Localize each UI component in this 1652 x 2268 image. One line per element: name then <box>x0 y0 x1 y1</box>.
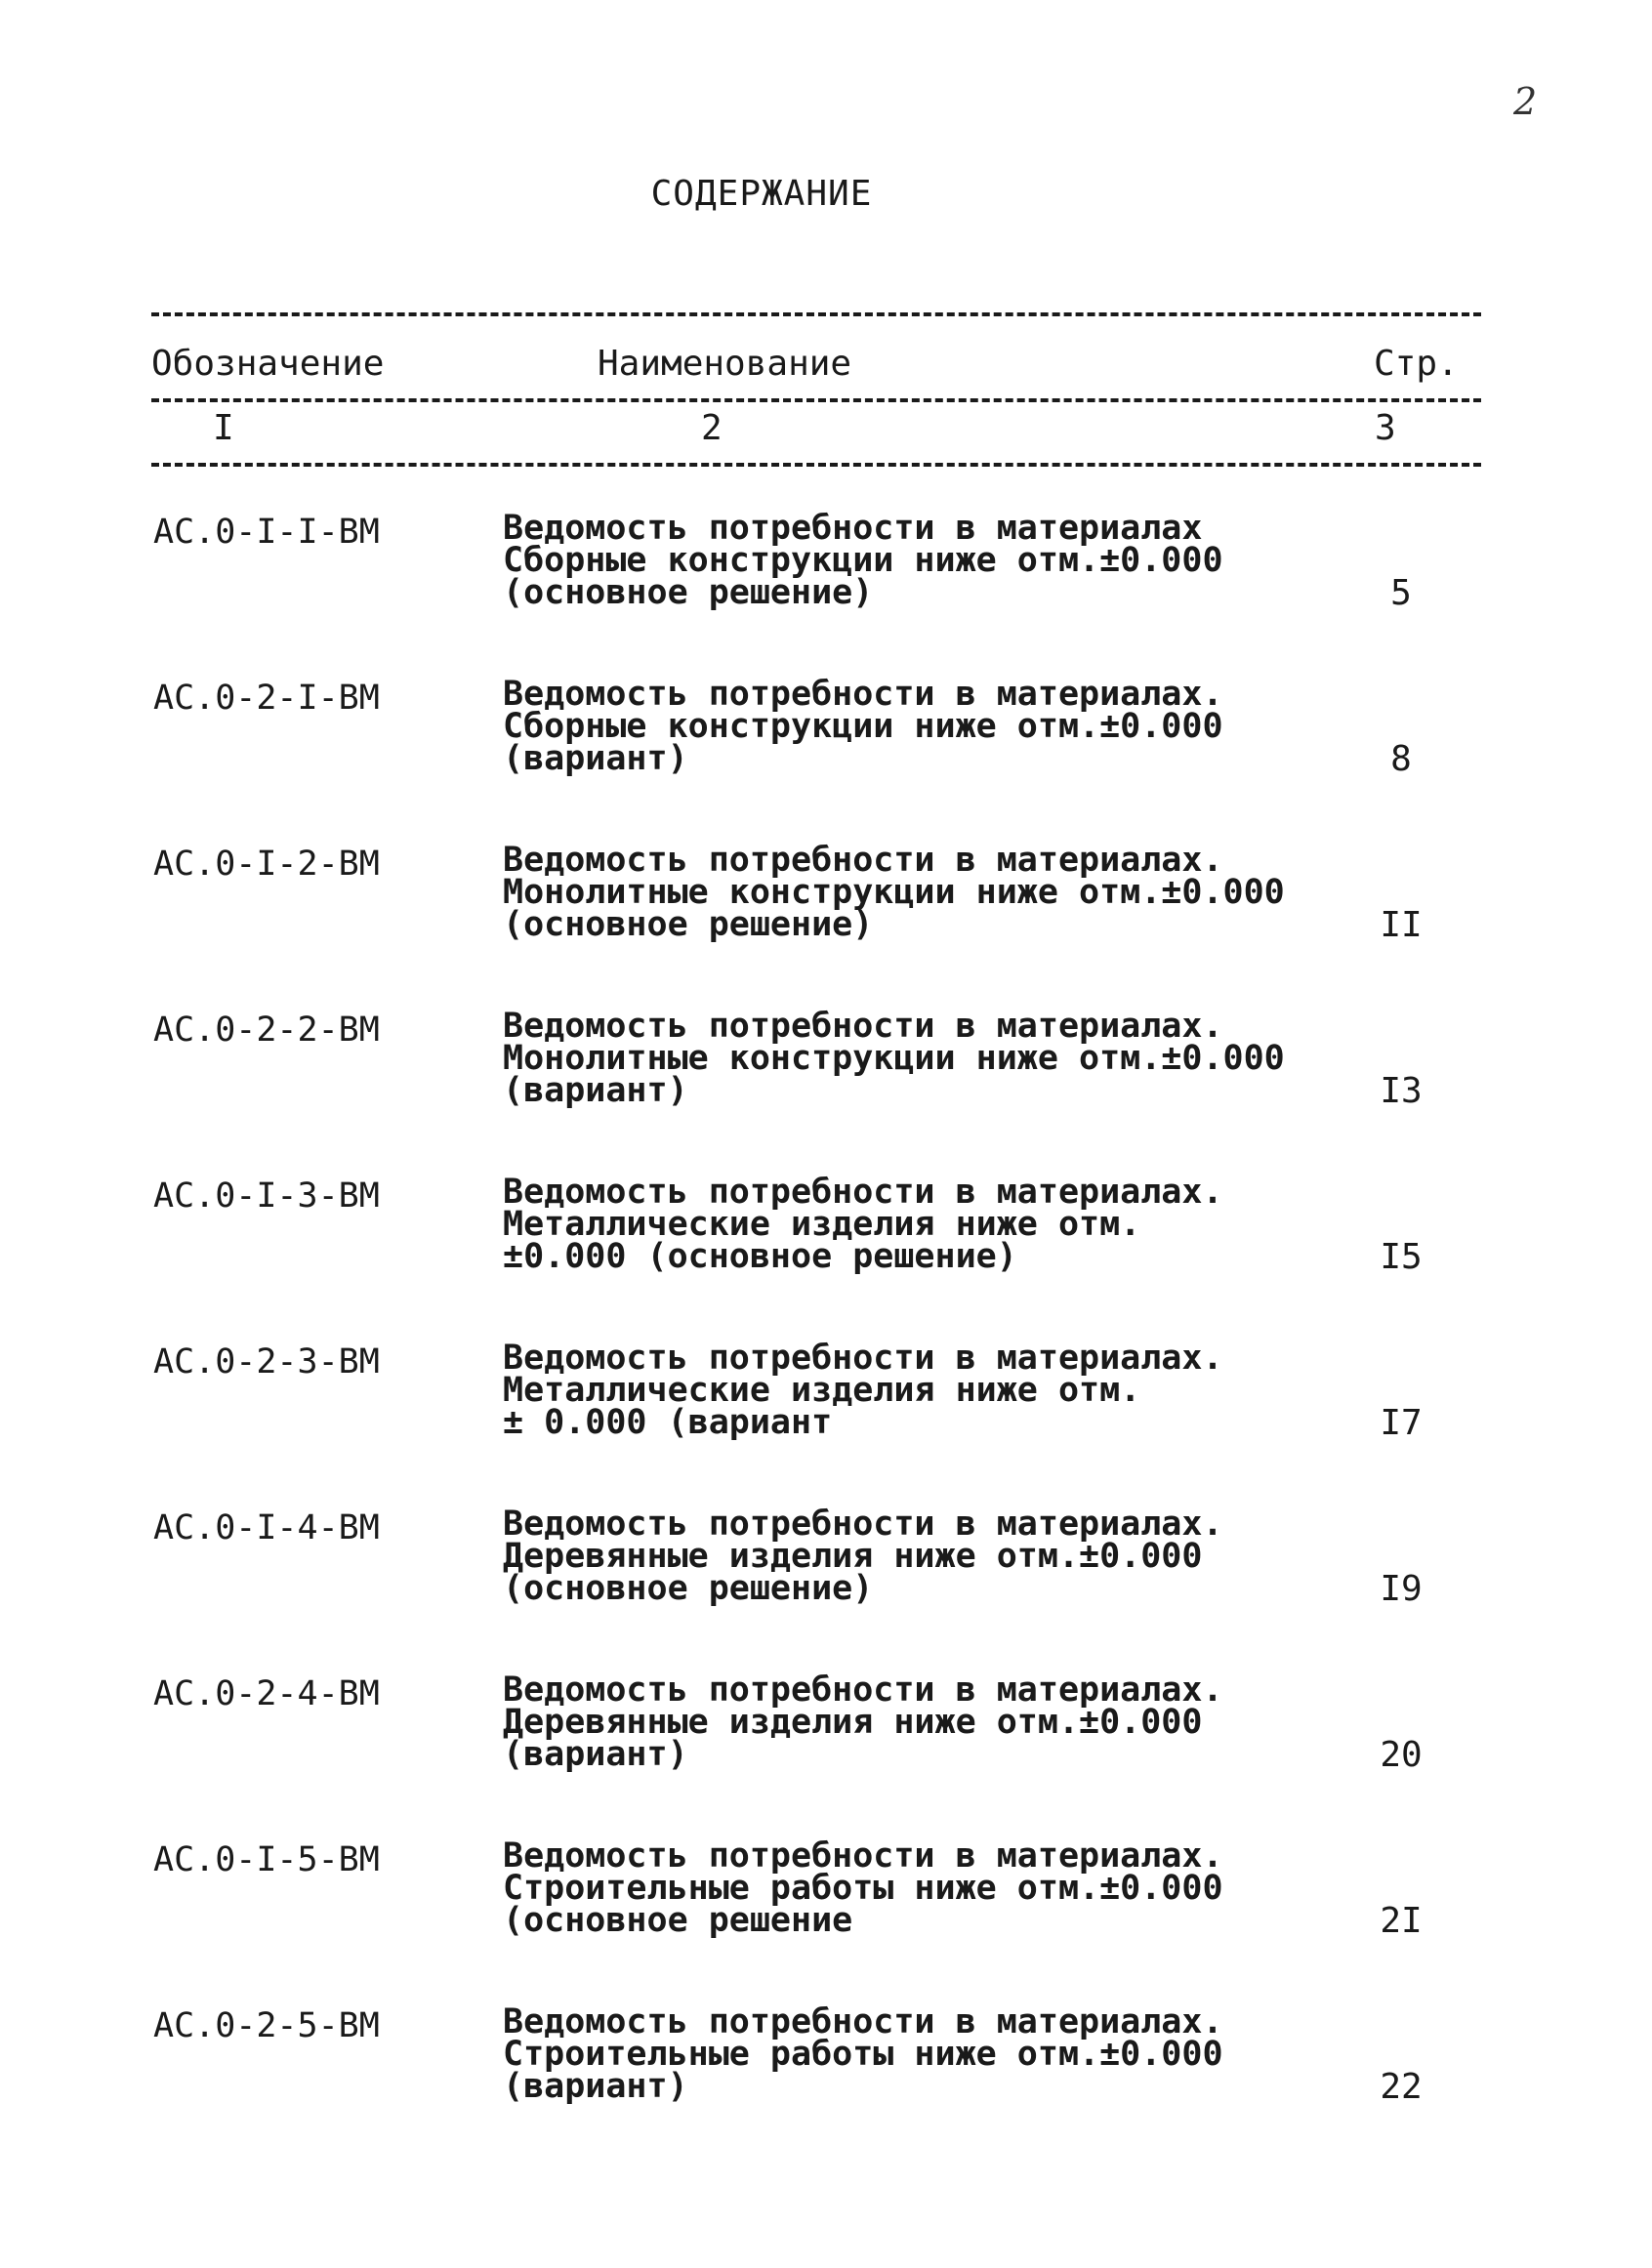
column-number-3: 3 <box>1375 408 1396 448</box>
table-row <box>0 1836 1652 1987</box>
row-designation: АС.0-I-4-ВМ <box>153 1508 380 1547</box>
table-row <box>0 1505 1652 1655</box>
row-page: I9 <box>1380 1569 1423 1609</box>
row-name-line: ±0.000 (основное решение) <box>503 1237 1017 1276</box>
row-name-line: (основное решение) <box>503 573 874 612</box>
row-page: 20 <box>1380 1735 1423 1775</box>
table-row <box>0 1670 1652 1821</box>
row-name-line: (основное решение <box>503 1901 853 1940</box>
row-designation: АС.0-I-I-ВМ <box>153 513 380 552</box>
page-title: СОДЕРЖАНИЕ <box>650 174 873 214</box>
table-top-rule <box>151 312 1481 316</box>
row-name-line: Металлические изделия ниже отм. <box>503 1371 1141 1410</box>
table-row <box>0 1007 1652 1157</box>
row-page: I7 <box>1380 1403 1423 1443</box>
row-name <box>503 1007 1285 1110</box>
table-row <box>0 509 1652 659</box>
row-designation: АС.0-2-3-ВМ <box>153 1342 380 1381</box>
row-designation: АС.0-2-2-ВМ <box>153 1010 380 1050</box>
row-name-line: ± 0.000 (вариант <box>503 1403 833 1442</box>
row-page: I3 <box>1380 1071 1423 1111</box>
row-name-line: Строительные работы ниже отм.±0.000 <box>503 2035 1223 2074</box>
row-page: 2I <box>1380 1901 1423 1941</box>
row-name <box>503 509 1223 612</box>
table-row <box>0 2002 1652 2153</box>
row-name-line: Сборные конструкции ниже отм.±0.000 <box>503 707 1223 746</box>
column-numbers-rule <box>151 463 1481 467</box>
row-name <box>503 1339 1223 1442</box>
row-name-line: Ведомость потребности в материалах. <box>503 1836 1223 1876</box>
row-name-line: Деревянные изделия ниже отм.±0.000 <box>503 1703 1203 1742</box>
row-name-line: Ведомость потребности в материалах. <box>503 841 1223 880</box>
row-designation: АС.0-I-3-ВМ <box>153 1176 380 1216</box>
row-name-line: Ведомость потребности в материалах. <box>503 1007 1223 1046</box>
row-page: 5 <box>1390 573 1412 613</box>
row-name-line: (вариант) <box>503 1735 688 1774</box>
row-name-line: Монолитные конструкции ниже отм.±0.000 <box>503 1039 1285 1078</box>
row-page: 22 <box>1380 2067 1423 2107</box>
row-name <box>503 1505 1223 1608</box>
row-name-line: Металлические изделия ниже отм. <box>503 1205 1141 1244</box>
row-name-line: Строительные работы ниже отм.±0.000 <box>503 1869 1223 1908</box>
page-number: 2 <box>1513 80 1538 123</box>
row-name <box>503 1173 1223 1276</box>
row-page: I5 <box>1380 1237 1423 1277</box>
row-name-line: Ведомость потребности в материалах. <box>503 1505 1223 1544</box>
header-name: Наименование <box>598 344 852 384</box>
row-name-line: (основное решение) <box>503 905 874 944</box>
table-row <box>0 841 1652 991</box>
row-name-line: (основное решение) <box>503 1569 874 1608</box>
row-name-line: Ведомость потребности в материалах. <box>503 675 1223 714</box>
row-designation: АС.0-I-5-ВМ <box>153 1840 380 1879</box>
row-name-line: (вариант) <box>503 1071 688 1110</box>
row-name-line: Ведомость потребности в материалах. <box>503 1173 1223 1212</box>
row-name <box>503 675 1223 778</box>
row-name-line: (вариант) <box>503 739 688 778</box>
row-designation: АС.0-I-2-ВМ <box>153 845 380 884</box>
row-name <box>503 2002 1223 2106</box>
row-name-line: (вариант) <box>503 2067 688 2106</box>
row-page: 8 <box>1390 739 1412 779</box>
row-name-line: Деревянные изделия ниже отм.±0.000 <box>503 1537 1203 1576</box>
table-row <box>0 1173 1652 1323</box>
header-rule <box>151 398 1481 402</box>
header-page: Стр. <box>1374 344 1459 384</box>
column-number-2: 2 <box>701 408 723 448</box>
table-row <box>0 1339 1652 1489</box>
row-name <box>503 841 1285 944</box>
table-row <box>0 675 1652 825</box>
header-designation: Обозначение <box>151 344 385 384</box>
row-name-line: Ведомость потребности в материалах. <box>503 1670 1223 1710</box>
row-name-line: Сборные конструкции ниже отм.±0.000 <box>503 541 1223 580</box>
row-page: II <box>1380 905 1423 945</box>
column-number-1: I <box>213 408 234 448</box>
row-name <box>503 1670 1223 1774</box>
row-name-line: Ведомость потребности в материалах. <box>503 1339 1223 1378</box>
row-name-line: Ведомость потребности в материалах <box>503 509 1203 548</box>
row-designation: АС.0-2-5-ВМ <box>153 2006 380 2045</box>
row-designation: АС.0-2-4-ВМ <box>153 1674 380 1713</box>
row-name <box>503 1836 1223 1940</box>
row-designation: АС.0-2-I-ВМ <box>153 679 380 718</box>
row-name-line: Ведомость потребности в материалах. <box>503 2002 1223 2041</box>
row-name-line: Монолитные конструкции ниже отм.±0.000 <box>503 873 1285 912</box>
